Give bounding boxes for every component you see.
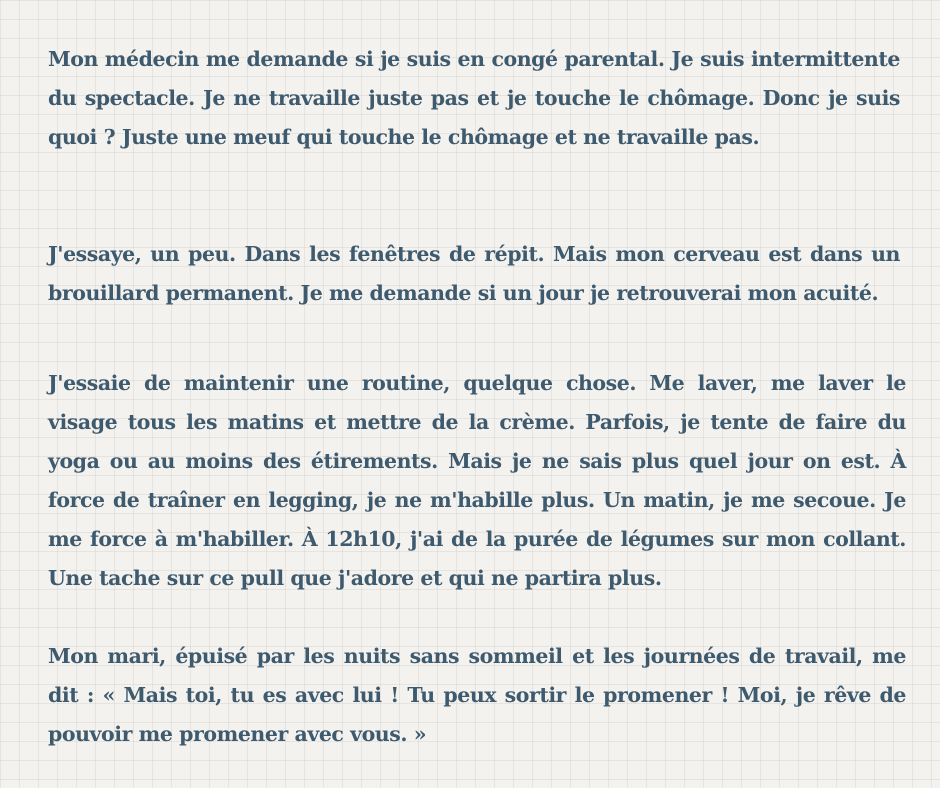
paragraph-husband: Mon mari, épuisé par les nuits sans sommeil et les journées de travail, me dit : « Mais toi, tu es avec lui ! Tu peux sortir le promener ! Moi, je rêve de pouvoir me promener avec vous. » [48,644,906,746]
paragraph-routine: J'essaie de maintenir une routine, quelque chose. Me laver, me laver le visage tous les matins et mettre de la crème. Parfois, je tente de faire du yoga ou au moins des étirements. Mais je ne sais plus quel jour on est. À force de traîner en legging, je ne m'habille plus. Un matin, je me secoue. Je me force à m'habiller. À 12h10, j'ai de la purée de légumes sur mon collant. Une tache sur ce pull que j'adore et qui ne partira plus. [48,371,906,590]
paragraph-brain-fog: J'essaye, un peu. Dans les fenêtres de répit. Mais mon cerveau est dans un brouillard permanent. Je me demande si un jour je retrouverai mon acuité. [48,242,900,305]
paragraph-doctor-question: Mon médecin me demande si je suis en congé parental. Je suis intermittente du spectacle. Je ne travaille juste pas et je touche le chômage. Donc je suis quoi ? Juste une meuf qui touche le chômage et ne travaille pas. [48,47,900,149]
